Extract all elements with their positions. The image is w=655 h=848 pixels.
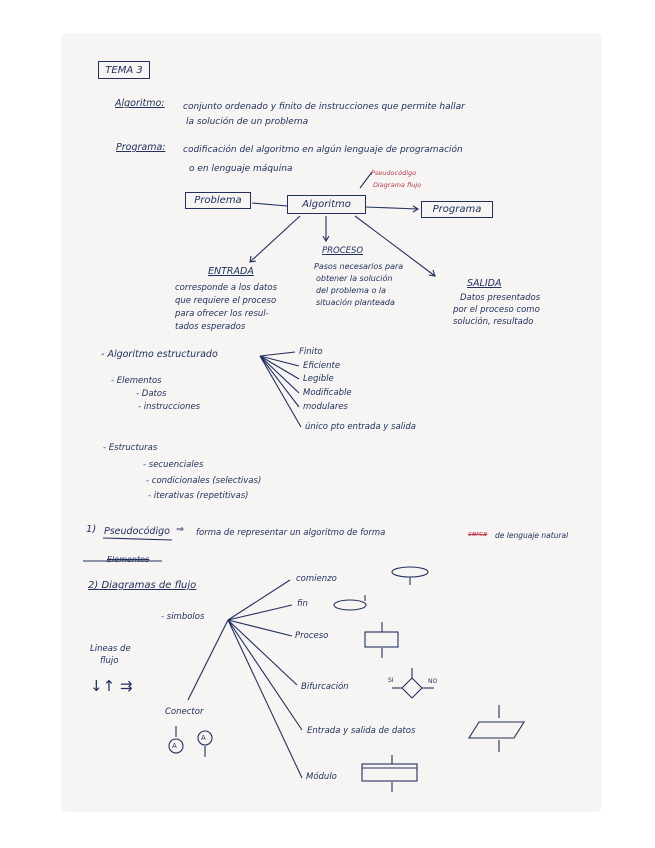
algoritmo-term: Algoritmo: bbox=[115, 98, 165, 109]
entrada-line: para ofrecer los resul- bbox=[175, 309, 269, 319]
conector-letter: A bbox=[172, 742, 177, 750]
symbol-modulo: Módulo bbox=[306, 772, 337, 782]
proceso-title: PROCESO bbox=[322, 246, 364, 256]
symbol-proceso: Proceso bbox=[295, 631, 329, 641]
programa-box: Programa bbox=[421, 201, 493, 218]
lineas-label: Lineas de bbox=[90, 644, 131, 654]
proceso-line: Pasos necesarios para bbox=[314, 262, 404, 271]
conector-label: Conector bbox=[165, 707, 204, 717]
entrada-title: ENTRADA bbox=[208, 266, 254, 277]
note-diagrama-flujo: Diagrama flujo bbox=[373, 181, 422, 189]
proceso-line: situación planteada bbox=[316, 298, 395, 307]
salida-line: solución, resultado bbox=[453, 317, 534, 327]
note-pseudocodigo: Pseudocódigo bbox=[371, 169, 417, 177]
estructurado-item: modulares bbox=[303, 402, 348, 412]
programa-def-line1: codificación del algoritmo en algún lenguaje de programación bbox=[183, 145, 463, 155]
conector-letter: A bbox=[201, 734, 206, 742]
entrada-line: tados esperados bbox=[175, 322, 246, 332]
estructuras-item: - secuenciales bbox=[143, 460, 204, 470]
elementos-item: - Datos bbox=[136, 389, 167, 399]
diagramas-heading: 2) Diagramas de flujo bbox=[88, 580, 197, 591]
proceso-line: obtener la solución bbox=[316, 274, 393, 283]
estructurado-item: Finito bbox=[299, 347, 323, 357]
algoritmo-box: Algoritmo bbox=[287, 195, 366, 214]
symbol-bifurcacion: Bifurcación bbox=[301, 682, 349, 692]
bifurcacion-si: SI bbox=[388, 677, 394, 684]
crossed-heading: Elementos bbox=[107, 555, 150, 564]
estructurado-item: Legible bbox=[303, 374, 334, 384]
salida-title: SALIDA bbox=[467, 278, 502, 289]
proceso-line: del problema o la bbox=[316, 286, 387, 295]
pseudo-number: 1) bbox=[86, 524, 97, 535]
estructuras-item: - condicionales (selectivas) bbox=[146, 476, 262, 486]
estructuras-item: - iterativas (repetitivas) bbox=[148, 491, 249, 501]
entrada-line: que requiere el proceso bbox=[175, 296, 277, 306]
entrada-line: corresponde a los datos bbox=[175, 283, 277, 293]
programa-term: Programa: bbox=[116, 142, 166, 153]
salida-line: Datos presentados bbox=[460, 293, 541, 303]
estructurado-item: Modificable bbox=[303, 388, 352, 398]
algoritmo-def-line1: conjunto ordenado y finito de instrucciones que permite hallar bbox=[183, 102, 465, 112]
page-title: TEMA 3 bbox=[98, 61, 150, 79]
estructurado-item: único pto entrada y salida bbox=[305, 422, 416, 432]
pseudo-text-end: de lenguaje natural bbox=[495, 531, 569, 540]
programa-def-line2: o en lenguaje máquina bbox=[189, 164, 293, 174]
problema-box: Problema bbox=[185, 192, 251, 209]
algoritmo-def-line2: la solución de un problema bbox=[186, 117, 309, 127]
salida-line: por el proceso como bbox=[453, 305, 540, 315]
elementos-item: - instrucciones bbox=[138, 402, 201, 412]
simbolos-label: - simbolos bbox=[161, 612, 205, 622]
lineas-symbols: ↓↑ ⇉ bbox=[90, 677, 133, 695]
elementos-label: - Elementos bbox=[111, 376, 162, 386]
bifurcacion-no: NO bbox=[428, 678, 438, 685]
estructuras-label: - Estructuras bbox=[103, 443, 158, 453]
estructurado-item: Eficiente bbox=[303, 361, 341, 371]
pseudo-crossed: cerca bbox=[468, 530, 488, 538]
pseudo-text: forma de representar un algoritmo de forma bbox=[196, 528, 386, 538]
symbol-fin: fin bbox=[297, 599, 308, 609]
estructurado-label: - Algoritmo estructurado bbox=[101, 349, 218, 360]
symbol-entrada-salida: Entrada y salida de datos bbox=[307, 726, 416, 736]
symbol-comienzo: comienzo bbox=[296, 574, 337, 584]
lineas-label: flujo bbox=[100, 656, 119, 666]
pseudo-arrow: ⇒ bbox=[176, 524, 184, 535]
pseudo-term: Pseudocódigo bbox=[104, 526, 170, 537]
